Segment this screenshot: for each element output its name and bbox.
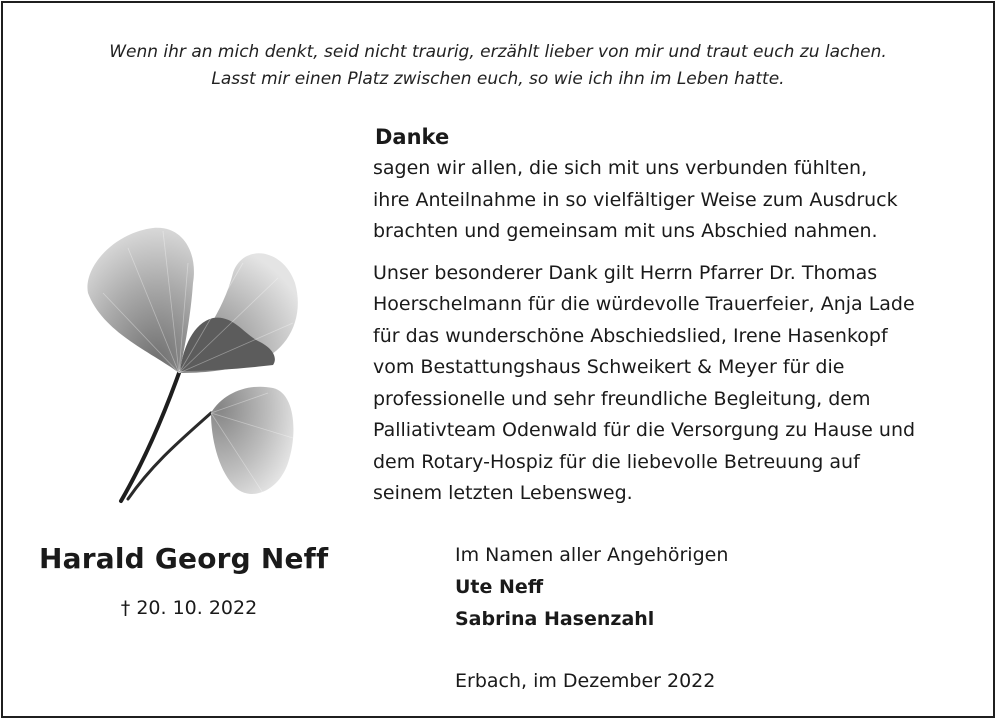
signature-name: Sabrina Hasenzahl — [455, 608, 655, 630]
text-line: Palliativteam Odenwald für die Versorgung zu Hause und — [373, 419, 916, 441]
thanks-section — [373, 121, 973, 510]
thanks-paragraph-1 — [373, 153, 973, 248]
text-line: vom Bestattungshaus Schweikert & Meyer für die — [373, 356, 845, 378]
deceased-name: Harald Georg Neff — [39, 542, 329, 575]
text-line: brachten und gemeinsam mit uns Abschied nahmen. — [373, 220, 878, 242]
motto-line-2: Lasst mir einen Platz zwischen euch, so wie ich ihn im Leben hatte. — [211, 69, 785, 89]
signature-intro: Im Namen aller Angehörigen — [455, 544, 729, 566]
text-line: seinem letzten Lebensweg. — [373, 482, 633, 504]
signature-block — [455, 539, 728, 697]
death-date: † 20. 10. 2022 — [120, 597, 258, 619]
text-line: Hoerschelmann für die würdevolle Trauerfeier, Anja Lade — [373, 293, 915, 315]
text-line: Unser besonderer Dank gilt Herrn Pfarrer Dr. Thomas — [373, 261, 878, 284]
text-line: dem Rotary-Hospiz für die liebevolle Betreuung auf — [373, 450, 860, 473]
text-line: professionelle und sehr freundliche Begleitung, dem — [373, 387, 871, 410]
obituary-card — [1, 1, 995, 718]
place-date: Erbach, im Dezember 2022 — [455, 670, 716, 692]
motto-quote — [3, 39, 993, 93]
text-line: sagen wir allen, die sich mit uns verbunden fühlten, — [373, 157, 868, 179]
motto-line-1: Wenn ihr an mich denkt, seid nicht traurig, erzählt lieber von mir und traut euch zu lachen. — [109, 42, 887, 62]
deceased-block — [39, 539, 339, 623]
signature-name: Ute Neff — [455, 576, 544, 598]
ginkgo-leaf-icon — [83, 223, 303, 508]
text-line: für das wunderschöne Abschiedslied, Irene Hasenkopf — [373, 324, 888, 347]
text-line: ihre Anteilnahme in so vielfältiger Weise zum Ausdruck — [373, 188, 898, 211]
thanks-heading: Danke — [375, 125, 450, 149]
thanks-paragraph-2 — [373, 258, 973, 510]
